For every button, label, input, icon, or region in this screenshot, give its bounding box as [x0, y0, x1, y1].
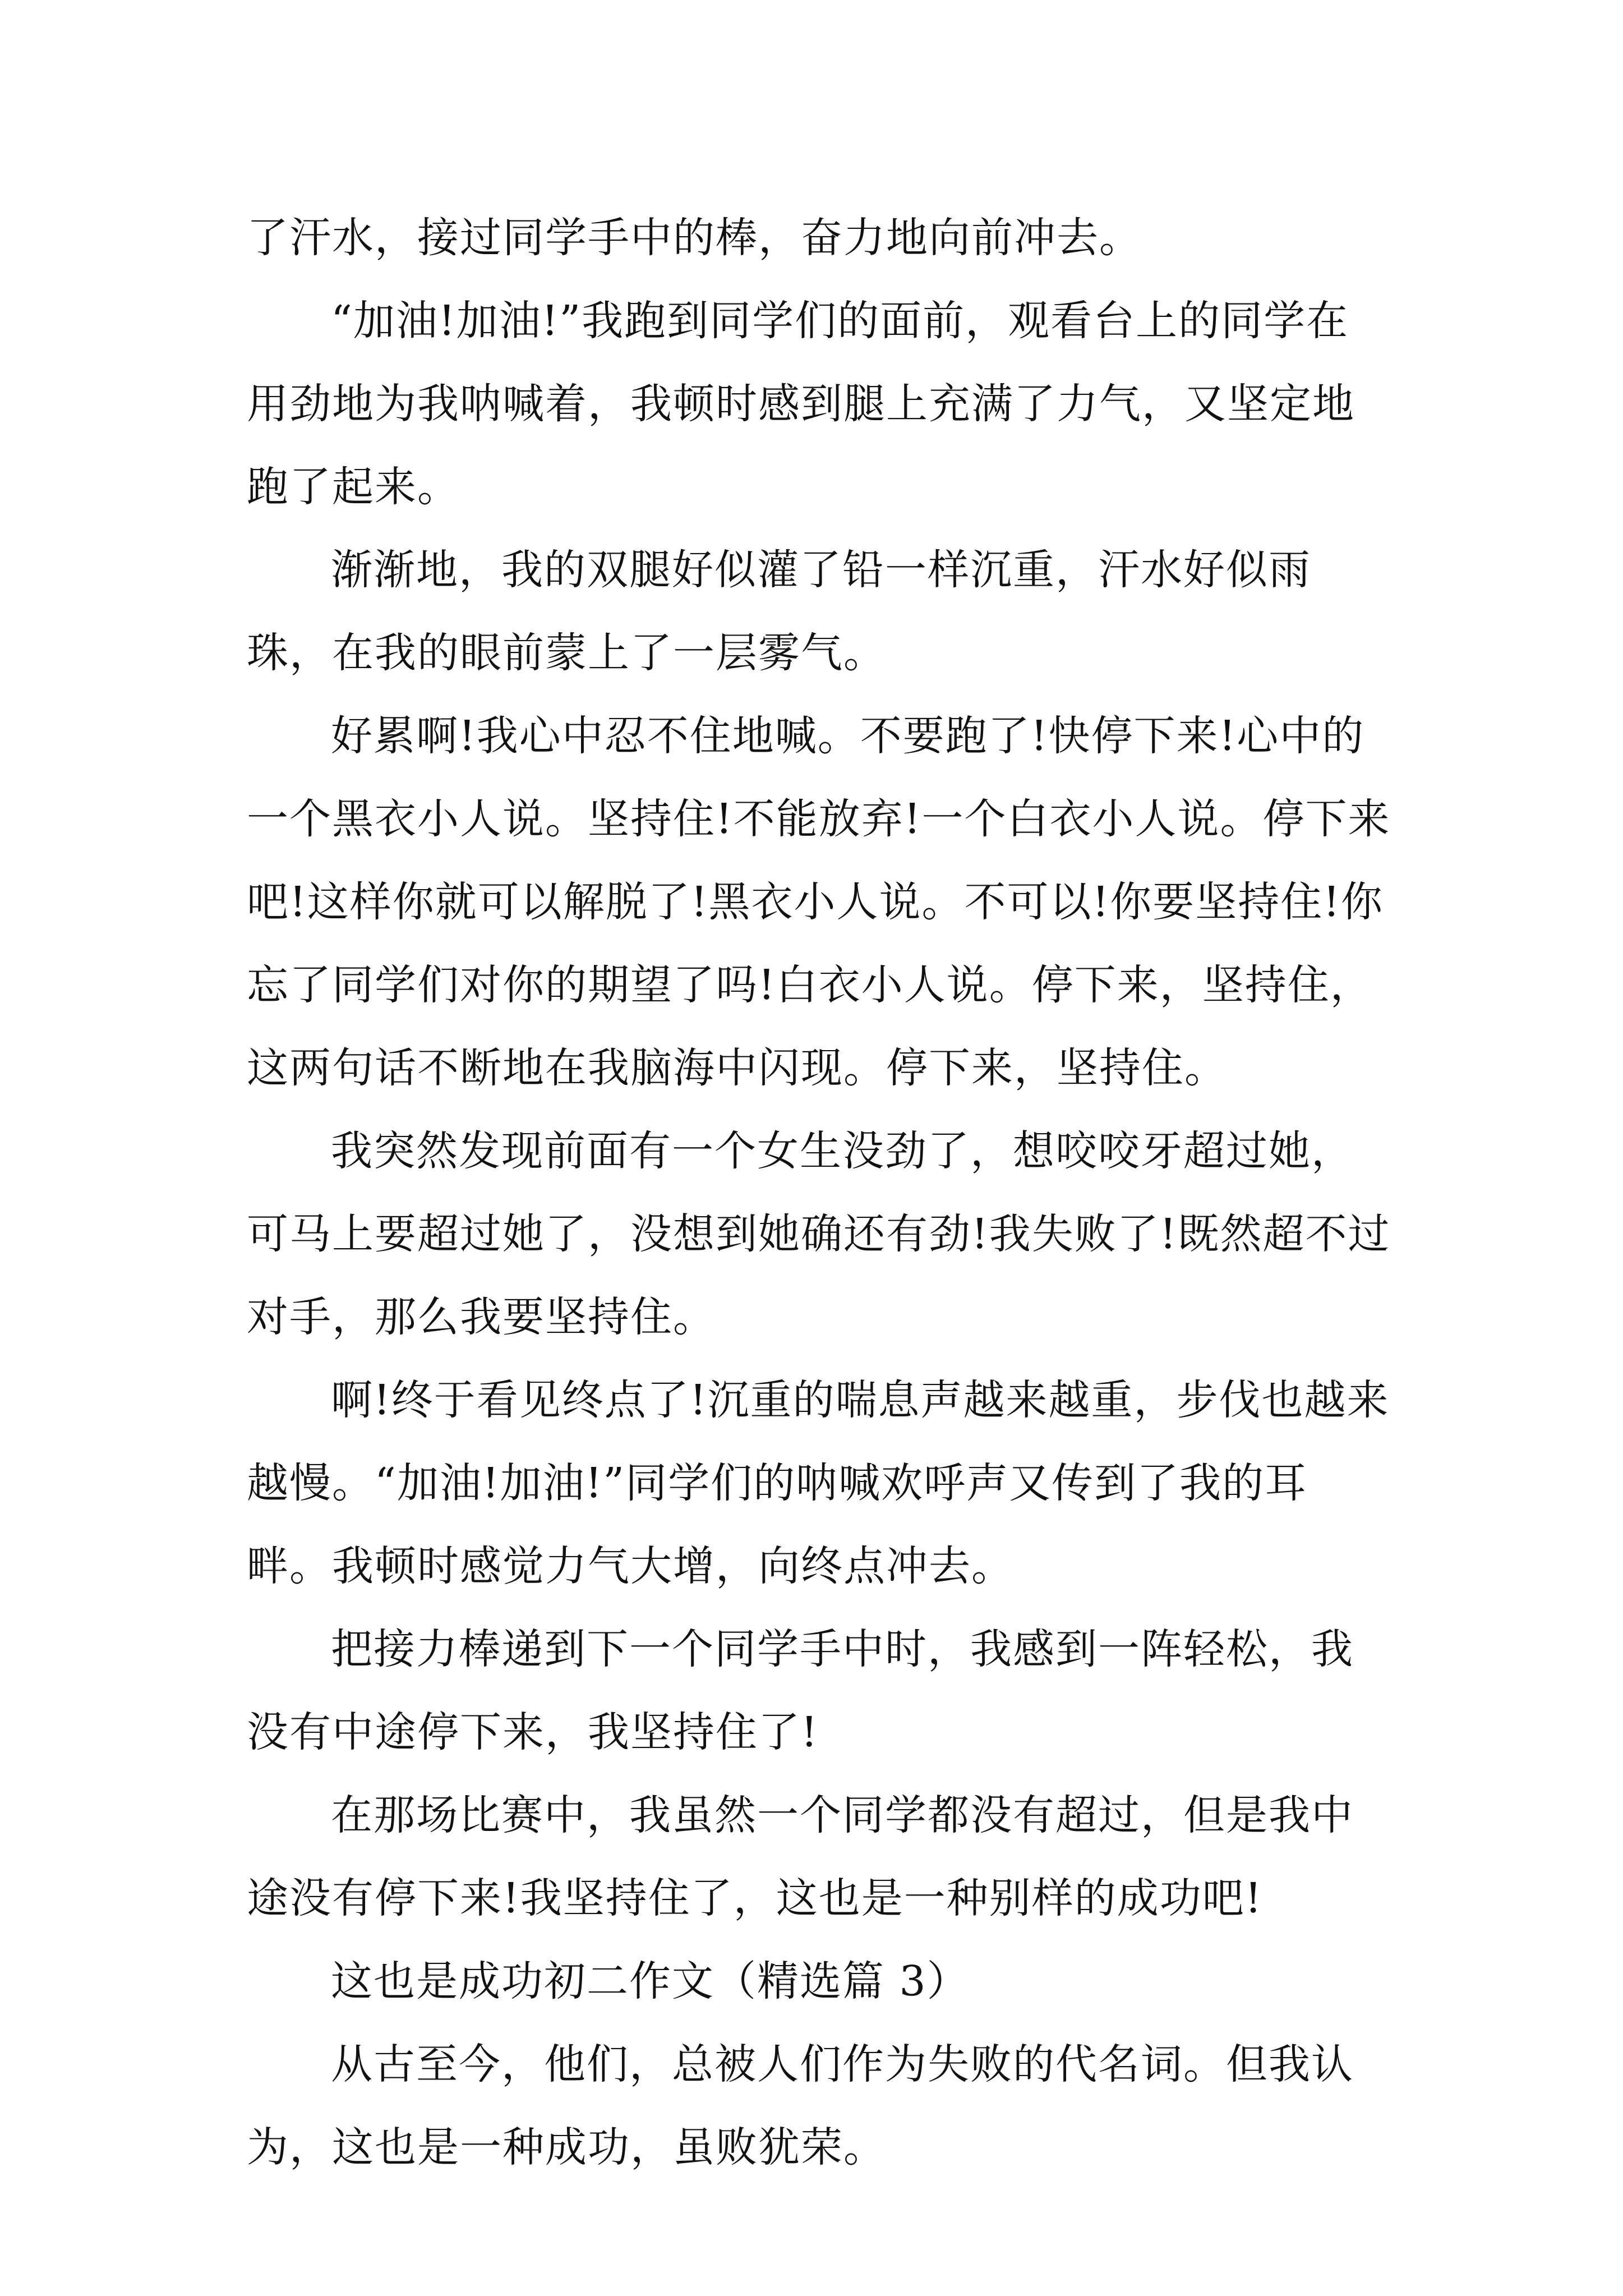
- paragraph-continuation: 了汗水，接过同学手中的棒，奋力地向前冲去。: [247, 214, 1142, 262]
- paragraph: 啊!终于看见终点了!沉重的喘息声越来越重，步伐也越来越慢。“加油!加油!”同学们的呐喊欢呼声又传到了我的耳畔。我顿时感觉力气大增，向终点冲去。: [247, 1376, 1390, 1590]
- section-heading: 这也是成功初二作文（精选篇 3）: [331, 1957, 970, 2005]
- paragraph: 我突然发现前面有一个女生没劲了，想咬咬牙超过她，可马上要超过她了，没想到她确还有劲!我失败了!既然超不过对手，那么我要坚持住。: [247, 1127, 1391, 1341]
- paragraph: 从古至今，他们，总被人们作为失败的代名词。但我认为，这也是一种成功，虽败犹荣。: [247, 2040, 1354, 2171]
- paragraph: 渐渐地，我的双腿好似灌了铅一样沉重，汗水好似雨珠，在我的眼前蒙上了一层雾气。: [247, 546, 1311, 677]
- paragraph: “加油!加油!”我跑到同学们的面前，观看台上的同学在用劲地为我呐喊着，我顿时感到腿上充满了力气，又坚定地跑了起来。: [247, 297, 1355, 511]
- paragraph: 好累啊!我心中忍不住地喊。不要跑了!快停下来!心中的一个黑衣小人说。坚持住!不能放弃!一个白衣小人说。停下来吧!这样你就可以解脱了!黑衣小人说。不可以!你要坚持住!你忘了同学们对你的期望了吗!白衣小人说。停下来，坚持住，这两句话不断地在我脑海中闪现。停下来，坚持住。: [247, 712, 1391, 1092]
- paragraph: 把接力棒递到下一个同学手中时，我感到一阵轻松，我没有中途停下来，我坚持住了!: [247, 1625, 1354, 1756]
- document-body: [247, 196, 1391, 2189]
- paragraph: 在那场比赛中，我虽然一个同学都没有超过，但是我中途没有停下来!我坚持住了，这也是一种别样的成功吧!: [247, 1791, 1354, 1922]
